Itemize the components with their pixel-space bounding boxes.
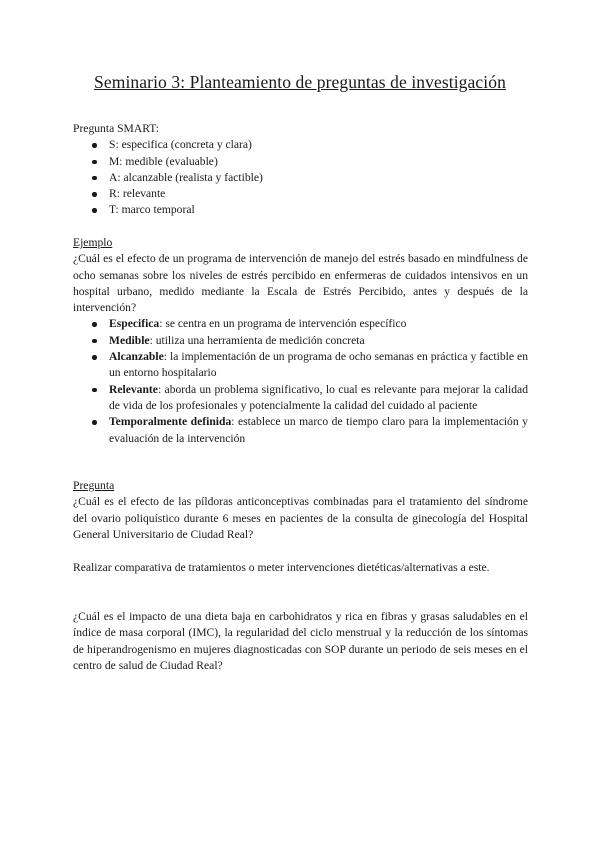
criterion-term: Relevante xyxy=(109,382,158,396)
list-item: M: medible (evaluable) xyxy=(109,154,528,170)
criterion-text: : la implementación de un programa de ocho semanas en práctica y factible en un entorno hospitalario xyxy=(109,350,528,380)
criterion-term: Alcanzable xyxy=(109,350,164,364)
list-item xyxy=(109,333,528,349)
criterion-text: : establece un marco de tiempo claro para la implementación y evaluación de la intervención xyxy=(109,415,528,445)
smart-list xyxy=(73,137,528,218)
example-question: ¿Cuál es el efecto de un programa de intervención de manejo del estrés basado en mindfulness de ocho semanas sobre los niveles de estrés percibido en enfermeras de cuidados intensivos en un hospital urbano, medido mediante la Escala de Estrés Percibido, antes y después de la intervención? xyxy=(73,252,528,315)
criterion-text: : aborda un problema significativo, lo cual es relevante para mejorar la calidad de vida de los profesionales y potencialmente la calidad del cuidado al paciente xyxy=(109,382,528,412)
list-item xyxy=(109,316,528,332)
example-section xyxy=(73,235,528,447)
list-item: A: alcanzable (realista y factible) xyxy=(109,170,528,186)
criterion-term: Temporalmente definida xyxy=(109,415,232,429)
example-criteria-list xyxy=(73,316,528,446)
criterion-text: : se centra en un programa de intervención específico xyxy=(159,317,407,331)
page-title: Seminario 3: Planteamiento de preguntas de investigación xyxy=(94,72,506,92)
smart-heading: Pregunta SMART: xyxy=(73,122,160,135)
question-2-paragraph xyxy=(73,609,528,674)
smart-section xyxy=(73,121,528,219)
note-paragraph xyxy=(73,560,528,576)
question-heading: Pregunta xyxy=(73,479,115,492)
list-item xyxy=(109,382,528,415)
question-2: ¿Cuál es el impacto de una dieta baja en carbohidratos y rica en fibras y grasas saludables en el índice de masa corporal (IMC), la regularidad del ciclo menstrual y la reducción de los síntomas de hiperandrogenismo en mujeres diagnosticadas con SOP durante un periodo de seis meses en el centro de salud de Ciudad Real? xyxy=(73,610,528,672)
list-item xyxy=(109,349,528,382)
list-item: R: relevante xyxy=(109,186,528,202)
question-1: ¿Cuál es el efecto de las píldoras anticonceptivas combinadas para el tratamiento del síndrome del ovario poliquístico durante 6 meses en pacientes de la consulta de ginecología del Hospital General Universitario de Ciudad Real? xyxy=(73,495,528,541)
criterion-term: Especifica xyxy=(109,317,160,331)
list-item: S: especifica (concreta y clara) xyxy=(109,137,528,153)
criterion-term: Medible xyxy=(109,333,150,347)
list-item xyxy=(109,414,528,447)
note-text: Realizar comparativa de tratamientos o meter intervenciones dietéticas/alternativas a este. xyxy=(73,561,490,574)
list-item: T: marco temporal xyxy=(109,202,528,218)
question-section xyxy=(73,478,528,543)
example-heading: Ejemplo xyxy=(73,236,113,249)
criterion-text: : utiliza una herramienta de medición concreta xyxy=(149,333,365,347)
